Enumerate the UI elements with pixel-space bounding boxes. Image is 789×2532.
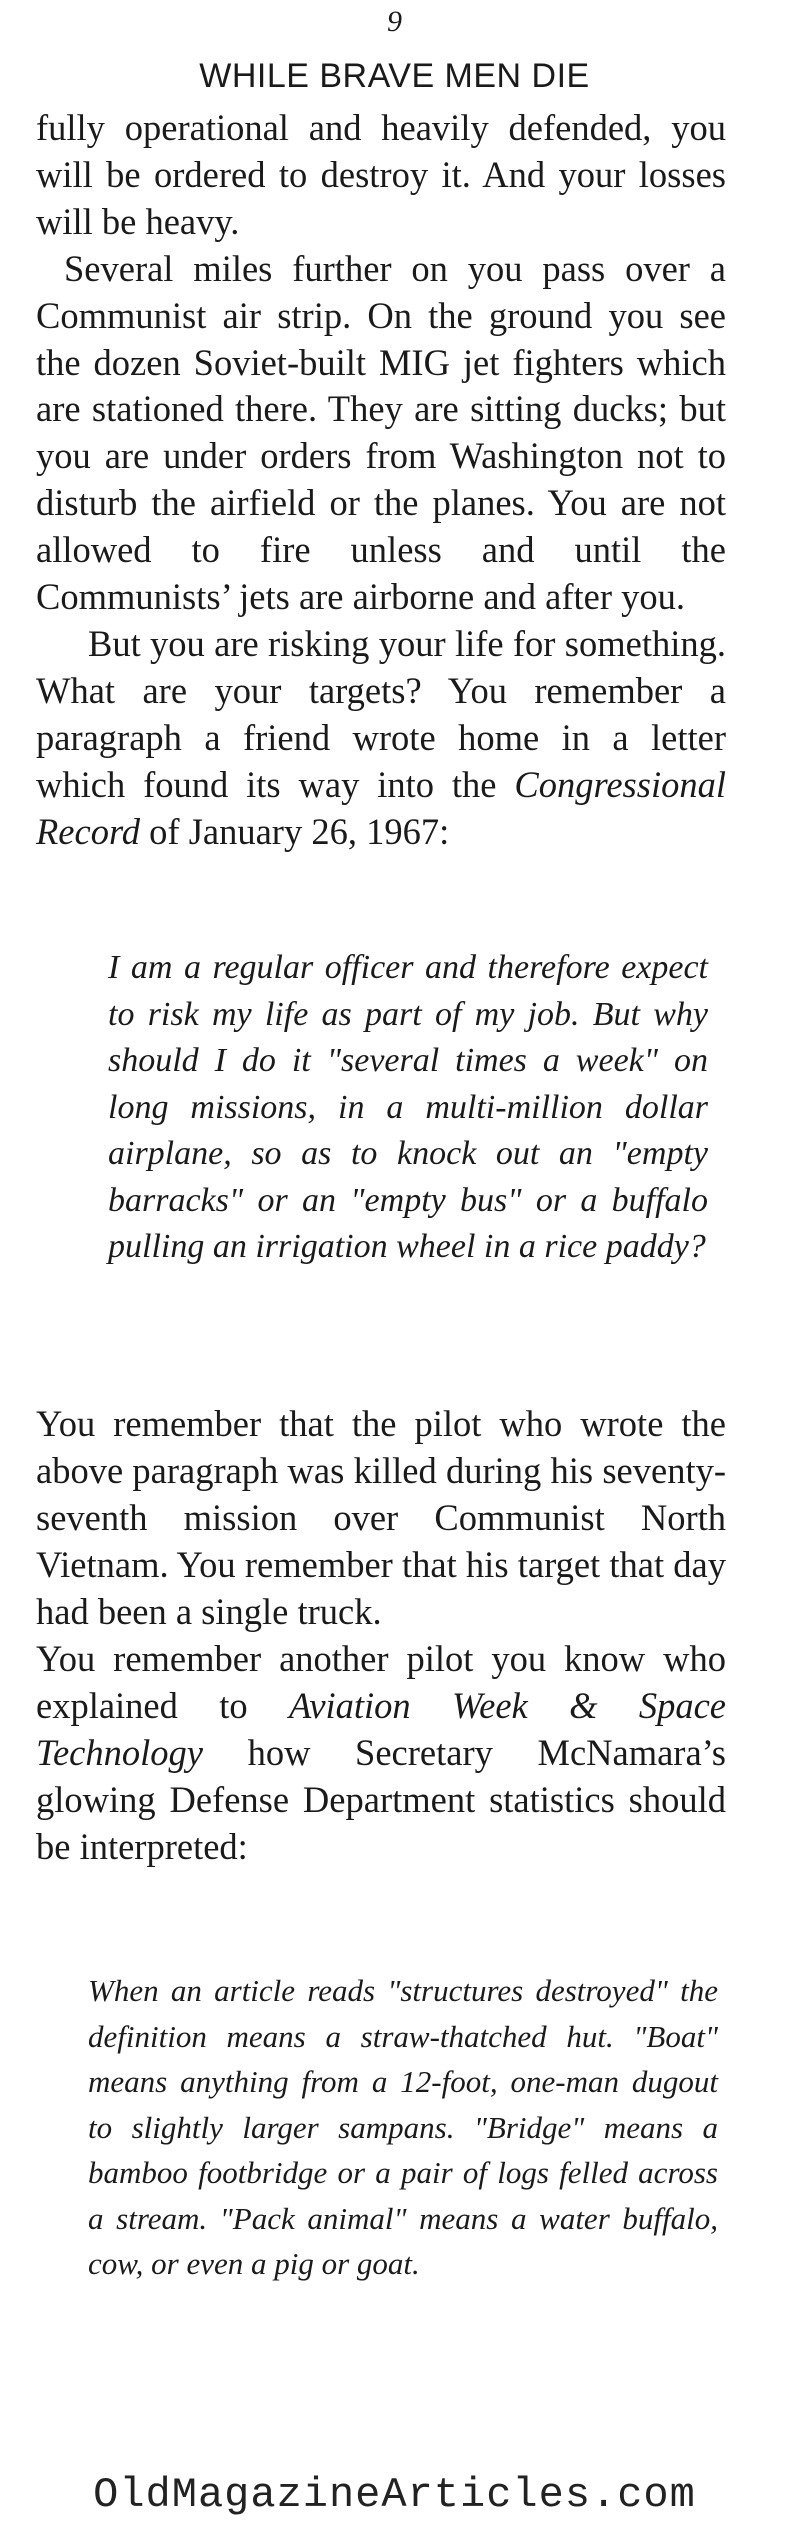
paragraph-1: fully operational and heavily defended, you will be ordered to destroy it. And your losses will be heavy. xyxy=(36,107,726,242)
body-text-top xyxy=(36,105,726,856)
paragraph-5 xyxy=(36,1635,726,1870)
paragraph-3-tail: of January 26, 1967: xyxy=(140,810,450,852)
paragraph-3-lead: But you are risking your life for something. What are your targets? You remember a paragraph a friend wrote home in a letter which found its way into the xyxy=(36,622,726,805)
paragraph-4: You remember that the pilot who wrote the above paragraph was killed during his seventy-seventh mission over Communist North Vietnam. You remember that his target that day had been a single truck. xyxy=(36,1403,726,1632)
page-number: 9 xyxy=(387,5,402,38)
block-quote-letter: I am a regular officer and therefore expect to risk my life as part of my job. But why should I do it "several times a week" on long missions, in a multi-million dollar airplane, so as to knock out an "empty barracks" or an "empty bus" or a buffalo pulling an irrigation wheel in a rice paddy? xyxy=(108,949,708,1265)
block-quote-definitions: When an article reads "structures destroyed" the definition means a straw-thatched hut. "Boat" means anything from a 12-foot, one-man dugout to slightly larger sampans. "Bridge" means a bamboo footbridge or a pair of logs felled across a stream. "Pack animal" means a water buffalo, cow, or even a pig or goat. xyxy=(88,1973,718,2281)
paragraph-5-tail: how Secretary McNamara’s glowing Defense Department statistics should be interpreted: xyxy=(36,1732,726,1867)
paragraph-2: Several miles further on you pass over a Communist air strip. On the ground you see the dozen Soviet-built MIG jet fighters which are stationed there. They are sitting ducks; but you are under orders from Washington not to disturb the airfield or the planes. You are not allowed to fire unless and until the Communists’ jets are airborne and after you. xyxy=(36,247,726,618)
paragraph-5-lead: You remember another pilot you know who explained to xyxy=(36,1638,726,1726)
body-text-bottom xyxy=(36,1400,726,1870)
paragraph-3 xyxy=(36,621,726,856)
site-watermark: OldMagazineArticles.com xyxy=(93,2471,696,2519)
running-head: WHILE BRAVE MEN DIE xyxy=(199,57,590,95)
publication-aviation-week: Aviation Week & Space Technology xyxy=(36,1685,726,1773)
publication-congressional-record: Congressional Record xyxy=(36,763,726,852)
